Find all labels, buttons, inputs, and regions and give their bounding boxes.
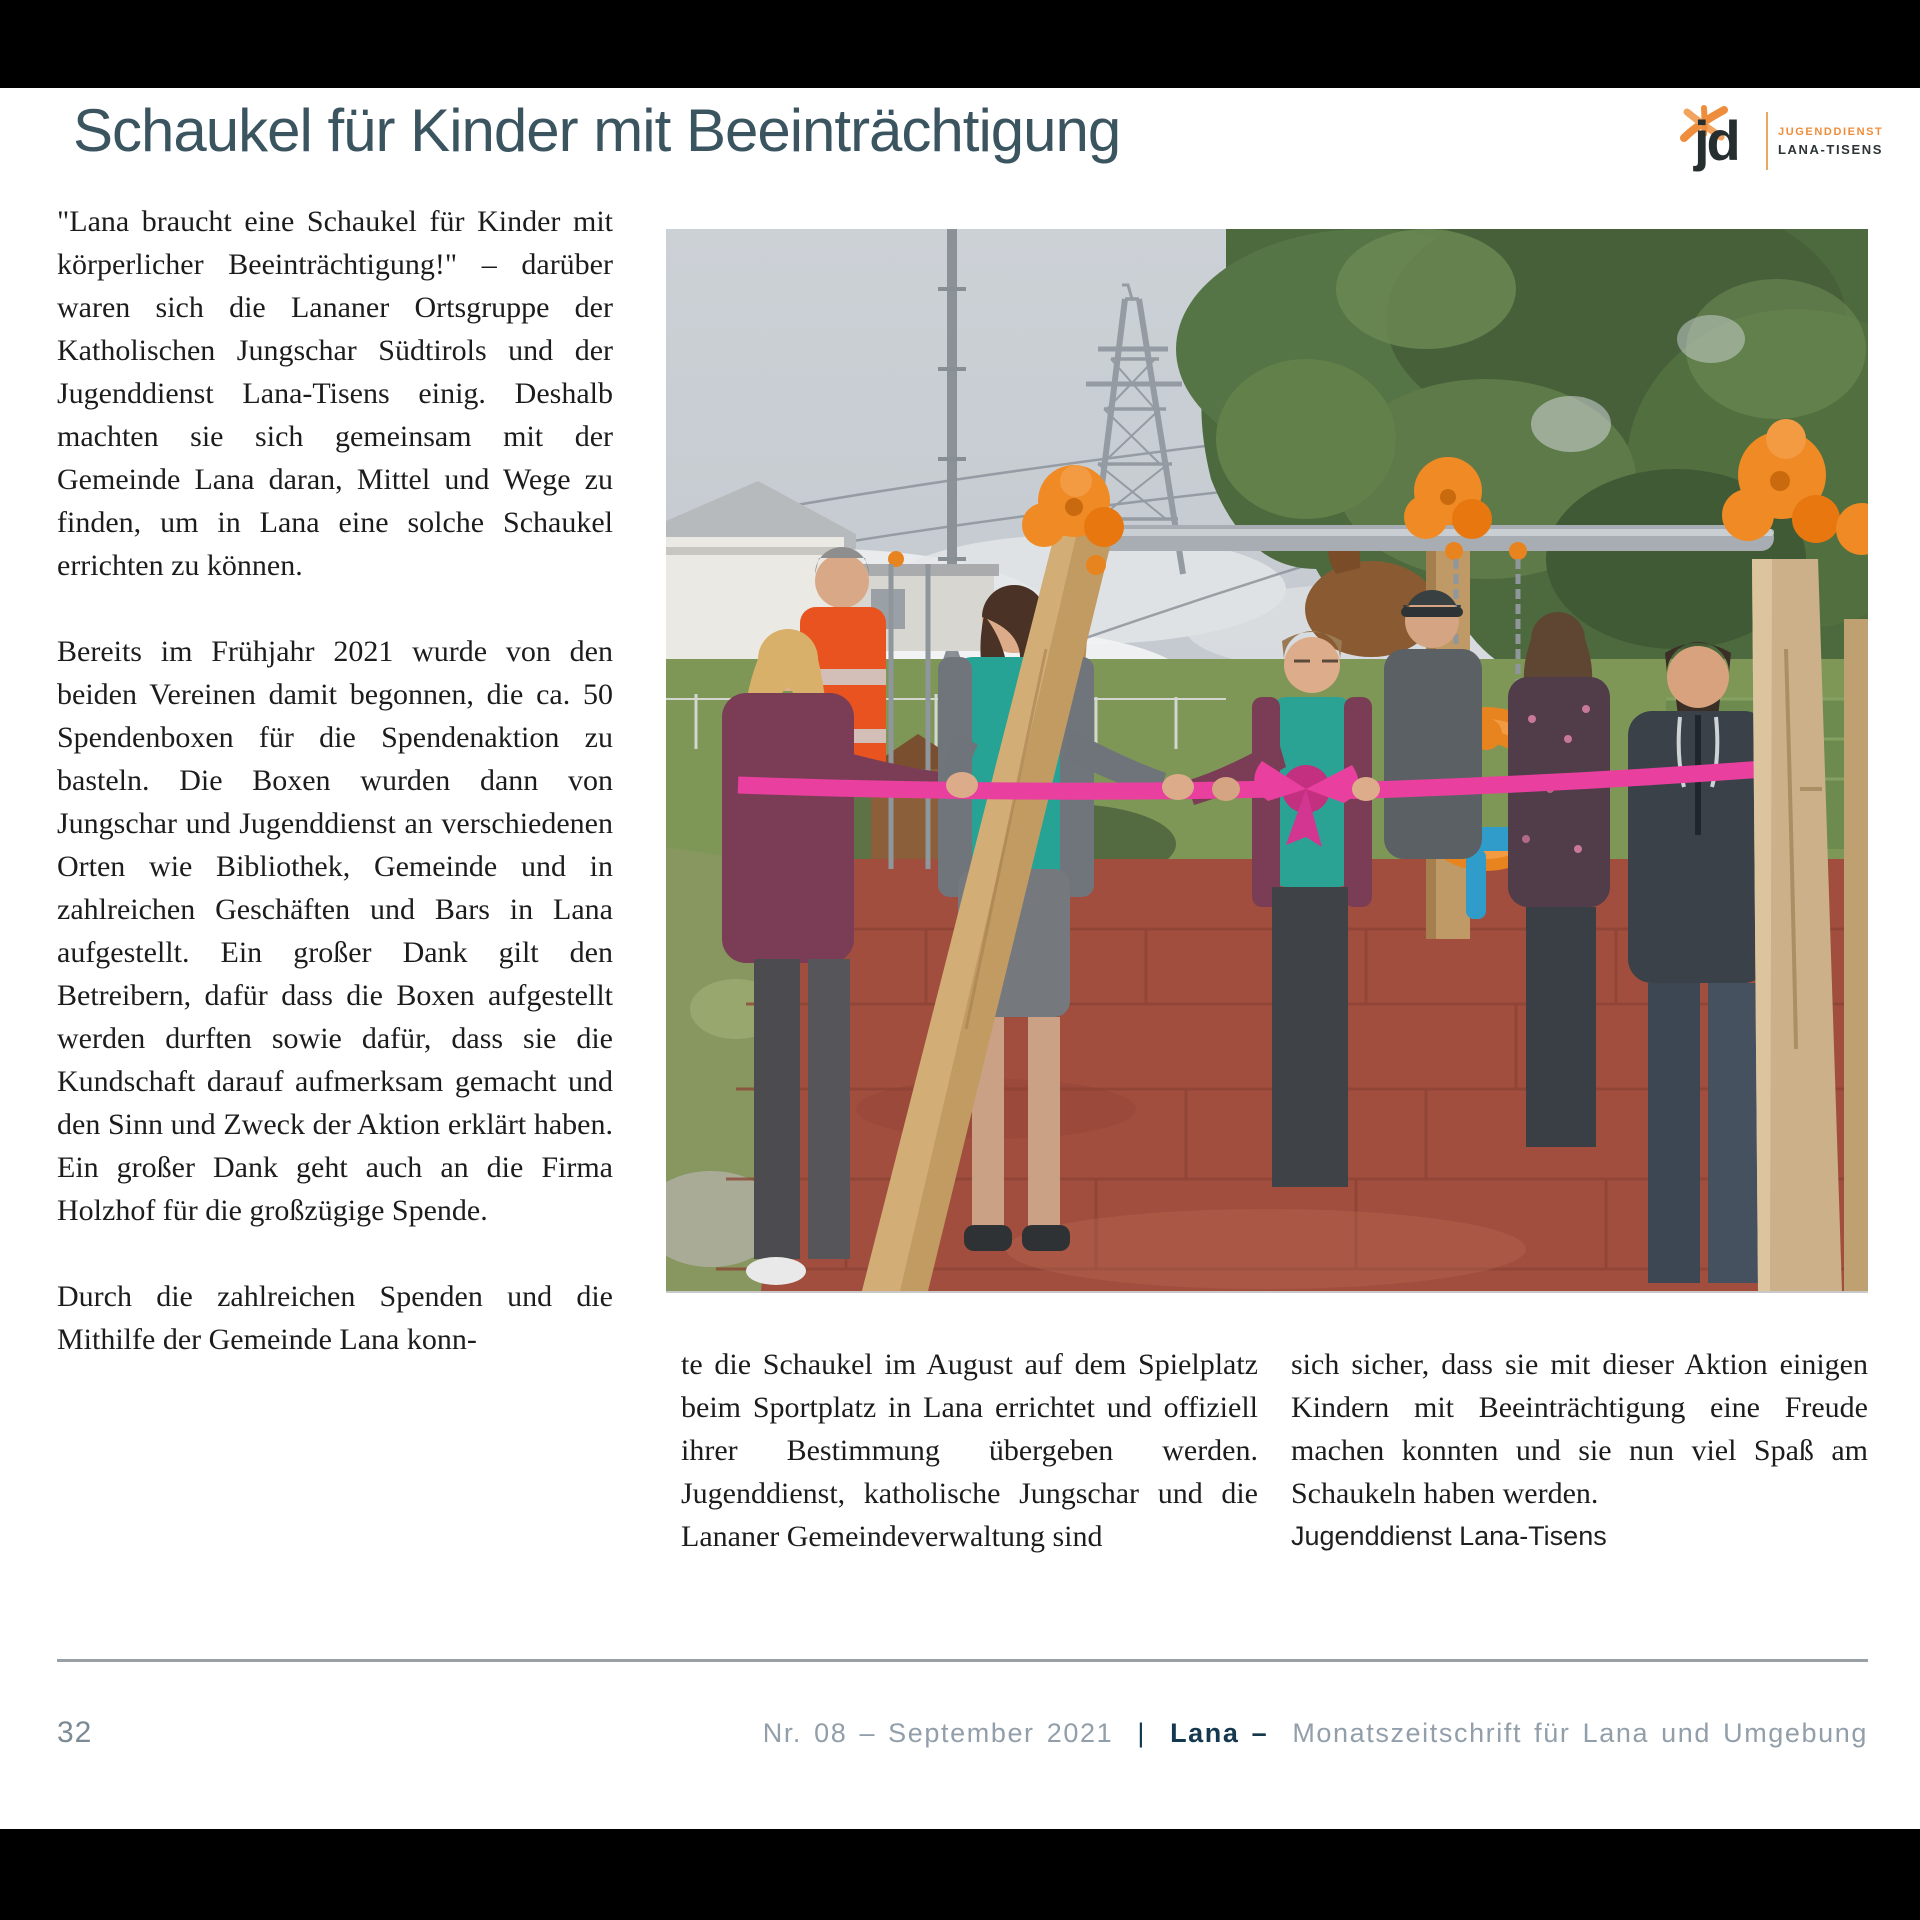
jd-logo-mark (1678, 106, 1762, 176)
paragraph: "Lana braucht eine Schaukel für Kinder mit körperlicher Beeinträchtigung!" – darüber waren sich die Lananer Ortsgruppe der Katholischen Jungschar Südtirols und der Jugenddienst Lana-Tisens einig. Deshalb machten sie sich gemeinsam mit der Gemeinde Lana daran, Mittel und Wege zu finden, um in Lana eine solche Schaukel errichten zu können. (57, 205, 613, 582)
footer-issue: Nr. 08 – September 2021 (762, 1718, 1114, 1748)
footer-tagline: Monatszeitschrift für Lana und Umgebung (1292, 1718, 1868, 1748)
article-column-left (57, 200, 613, 1404)
paragraph: Bereits im Frühjahr 2021 wurde von den beiden Vereinen damit begonnen, die ca. 50 Spendenboxen für die Spendenaktion zu basteln. Die Boxen wurden dann von Jungschar und Jugenddienst an verschiedenen Orten wie Bibliothek, Gemeinde und in zahlreichen Geschäften und Bars in Lana aufgestellt. Ein großer Dank gilt den Betreibern, dafür dass die Boxen aufgestellt werden durften sowie dafür, dass sie die Kundschaft darauf aufmerksam gemacht und den Sinn und Zweck der Aktion erklärt haben. Ein großer Dank geht auch an die Firma Holzhof für die großzügige Spende. (57, 635, 613, 1227)
logo-divider (1766, 112, 1768, 170)
article-photo (666, 229, 1868, 1293)
logo-initials: jd (1694, 109, 1738, 172)
article-column-middle (681, 1343, 1258, 1601)
paragraph: te die Schaukel im August auf dem Spielplatz beim Sportplatz in Lana errichtet und offiziell ihrer Bestimmung übergeben werden. Jugenddienst, katholische Jungschar und die Lananer Gemeindeverwaltung sind (681, 1348, 1258, 1553)
right-front-post (1752, 559, 1868, 1291)
footer-brand: Lana – (1170, 1718, 1269, 1748)
logo-org-location: LANA-TISENS (1778, 141, 1883, 157)
page-number: 32 (57, 1716, 93, 1749)
page-footer (57, 1716, 1868, 1750)
article-byline: Jugenddienst Lana-Tisens (1291, 1521, 1607, 1551)
logo-org-name: JUGENDDIENST (1778, 125, 1884, 138)
person-hoodie-man-right (1628, 642, 1768, 1283)
footer-separator: | (1137, 1718, 1146, 1748)
footer-rule (57, 1659, 1868, 1662)
magazine-page (0, 88, 1920, 1829)
page-title: Schaukel für Kinder mit Beeinträchtigung (73, 97, 1121, 164)
article-column-right (1291, 1343, 1868, 1558)
jugenddienst-logo (1678, 106, 1883, 176)
paragraph: sich sicher, dass sie mit dieser Aktion einigen Kindern mit Beeinträchtigung eine Freude machen konnten und sie nun viel Spaß am Schaukeln haben werden. (1291, 1348, 1868, 1510)
footer-issue-line (763, 1718, 1868, 1749)
paragraph: Durch die zahlreichen Spenden und die Mithilfe der Gemeinde Lana konn- (57, 1280, 613, 1356)
